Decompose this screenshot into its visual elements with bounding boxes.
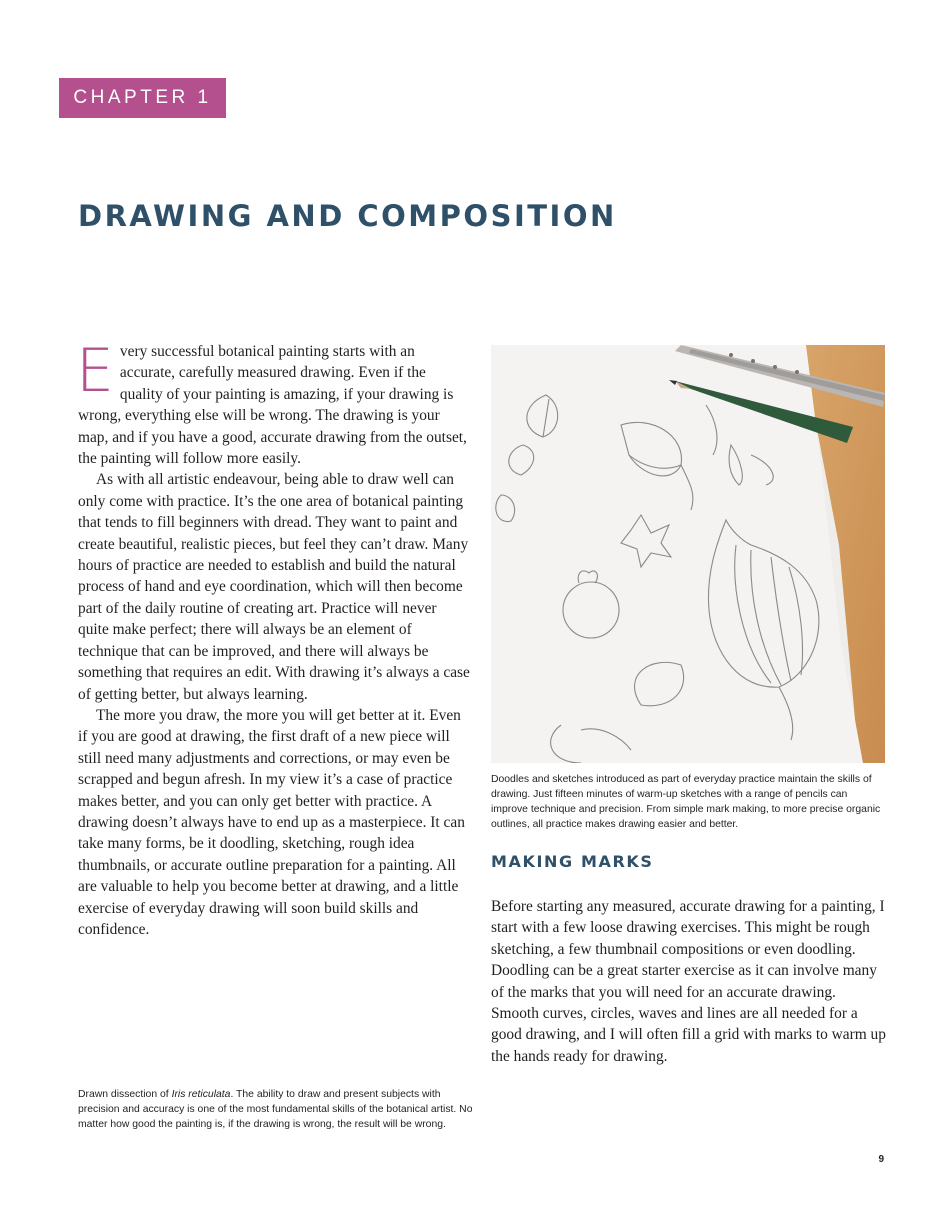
intro-text [76, 336, 470, 940]
intro-paragraph-2: As with all artistic endeavour, being able to draw well can only come with practice. It’s the one area of botanical painting that tends to fill beginners with dread. They want to paint and create beautiful, realistic pieces, but feel they can’t draw. Many hours of practice are needed to establish and build the natural process of hand and eye coordination, which will then become part of the daily routine of creating art. Practice will never quite make perfect; there will always be an element of technique that can be improved, and there will always be something that requires an edit. With drawing it’s always a case of getting better, but always learning. [78, 471, 470, 703]
page-number: 9 [878, 1154, 884, 1165]
sketch-paper [491, 345, 863, 763]
intro-paragraph-1 [76, 336, 470, 469]
chapter-label: CHAPTER 1 [59, 78, 226, 118]
bottom-caption-species: Iris reticulata [171, 1089, 231, 1100]
intro-paragraph-3: The more you draw, the more you will get better at it. Even if you are good at drawing, the first draft of a new piece will still need many adjustments and corrections, or may even be scrapped and begun afresh. In my view it’s a case of practice makes better, and you can only get better with practice. A drawing doesn’t always have to end up as a masterpiece. It can take many forms, be it doodling, sketching, rough idea thumbnails, or accurate outline preparation for a painting. All are valuable to help you become better at drawing, and a little exercise of everyday drawing will soon build skills and confidence. [78, 706, 465, 938]
section-body: Before starting any measured, accurate drawing for a painting, I start with a few loose drawing exercises. This might be rough sketching, a few thumbnail compositions or even doodling. Doodling can be a great starter exercise as it can involve many of the marks that you will need for an accurate drawing. Smooth curves, circles, waves and lines are all needed for a good drawing, and I will often fill a grid with marks to warm up the hands ready for drawing. [491, 898, 886, 1065]
bottom-caption-rest: . The ability to draw and present subjects with precision and accuracy is one of the most fundamental skills of the botanical artist. No matter how good the painting is, if the drawing is wrong, the result will be wrong. [78, 1089, 473, 1130]
page-title: DRAWING AND COMPOSITION [78, 199, 617, 233]
photo-caption: Doodles and sketches introduced as part of everyday practice maintain the skills of drawing. Just fifteen minutes of warm-up sketches with a range of pencils can improve technique and precision. From simple mark making, to more precise organic outlines, all practice makes drawing easier and better. [491, 774, 881, 830]
intro-paragraph-1-text: very successful botanical painting starts with an accurate, carefully measured drawing. Even if the quality of your painting is amazing, if your drawing is wrong, everything else will be wrong. The drawing is your map, and if you have a good, accurate drawing from the outset, the painting will follow more easily. [78, 343, 467, 468]
bottom-caption [78, 1087, 478, 1132]
drop-cap: E [76, 336, 114, 406]
sketches-photo [491, 345, 885, 763]
section-heading: MAKING MARKS [491, 852, 654, 871]
bottom-caption-prefix: Drawn dissection of [78, 1089, 172, 1100]
